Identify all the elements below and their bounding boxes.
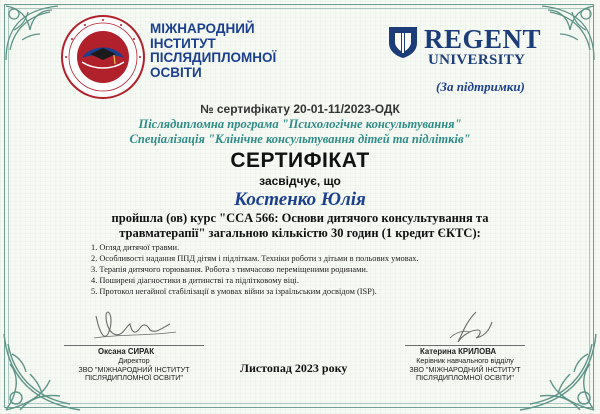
topic-item: 1. Огляд дитячої травми. bbox=[91, 243, 180, 252]
left-signatory-name: Оксана СИРАК bbox=[98, 347, 154, 356]
regent-shield-icon bbox=[387, 25, 419, 59]
left-signatory-block bbox=[64, 357, 204, 383]
left-signatory-position: Директор bbox=[118, 356, 150, 365]
topic-item: 4. Поширені діагностики в дитинстві та підлітковому віці. bbox=[91, 276, 299, 285]
course-description-line-2: травматерапії" загальною кількістю 30 годин (1 кредит ЄКТС): bbox=[119, 226, 481, 240]
right-signature-line bbox=[405, 345, 525, 346]
left-signatory-org-line-2: ПІСЛЯДИПЛОМНОЇ ОСВІТИ" bbox=[85, 373, 183, 383]
support-note: (За підтримки) bbox=[436, 79, 525, 94]
course-description-line-1: пройшла (ов) курс "CCA 566: Основи дитячого консультування та bbox=[111, 211, 489, 225]
right-signatory-org-line-2: ПІСЛЯДИПЛОМНОЇ ОСВІТИ" bbox=[416, 373, 514, 383]
right-signatory-org-line-1: ЗВО "МІЖНАРОДНИЙ ІНСТИТУТ bbox=[409, 364, 521, 374]
institute-name-line-1: МІЖНАРОДНИЙ bbox=[150, 21, 255, 36]
regent-name: REGENT bbox=[424, 24, 542, 54]
topics-list bbox=[91, 242, 419, 297]
certificate-number: № сертифікату 20-01-11/2023-ОДК bbox=[200, 102, 400, 116]
certifies-that: засвідчує, що bbox=[259, 174, 341, 188]
left-signature-line bbox=[64, 345, 204, 346]
right-signatory-position: Керівник навчального відділу bbox=[416, 356, 514, 365]
certificate-title: СЕРТИФІКАТ bbox=[230, 149, 370, 172]
recipient-name: Костенко Юлія bbox=[234, 189, 366, 210]
institute-name-line-2: ІНСТИТУТ bbox=[150, 35, 216, 51]
right-signatory-block bbox=[395, 357, 535, 383]
issue-date: Листопад 2023 року bbox=[240, 361, 348, 375]
right-signatory-name: Катерина КРИЛОВА bbox=[420, 347, 497, 356]
institute-name-line-3: ПІСЛЯДИПЛОМНОЇ bbox=[150, 50, 277, 65]
specialization-title: Спеціалізація "Клінічне консультування дітей та підлітків" bbox=[129, 132, 471, 146]
regent-sub: UNIVERSITY bbox=[428, 52, 526, 68]
institute-seal-logo bbox=[60, 14, 146, 100]
left-signature-image bbox=[90, 304, 180, 346]
right-signature-image bbox=[436, 308, 496, 348]
course-description bbox=[0, 211, 600, 241]
topic-item: 3. Терапія дитячого горювання. Робота з тимчасово переміщеними родинами. bbox=[91, 265, 369, 274]
topic-item: 5. Протокол негайної стабілізації в умовах війни за ізраїльським досвідом (ISP). bbox=[91, 287, 377, 296]
institute-name-line-4: ОСВІТИ bbox=[150, 64, 202, 80]
program-title: Післядипломна програма "Психологічне консультування" bbox=[138, 117, 462, 131]
topic-item: 2. Особливості надання ППД дітям і підліткам. Техніки роботи з дітьми в польових умовах. bbox=[91, 254, 419, 263]
institute-name bbox=[150, 22, 276, 80]
left-signatory-org-line-1: ЗВО "МІЖНАРОДНИЙ ІНСТИТУТ bbox=[78, 364, 190, 374]
